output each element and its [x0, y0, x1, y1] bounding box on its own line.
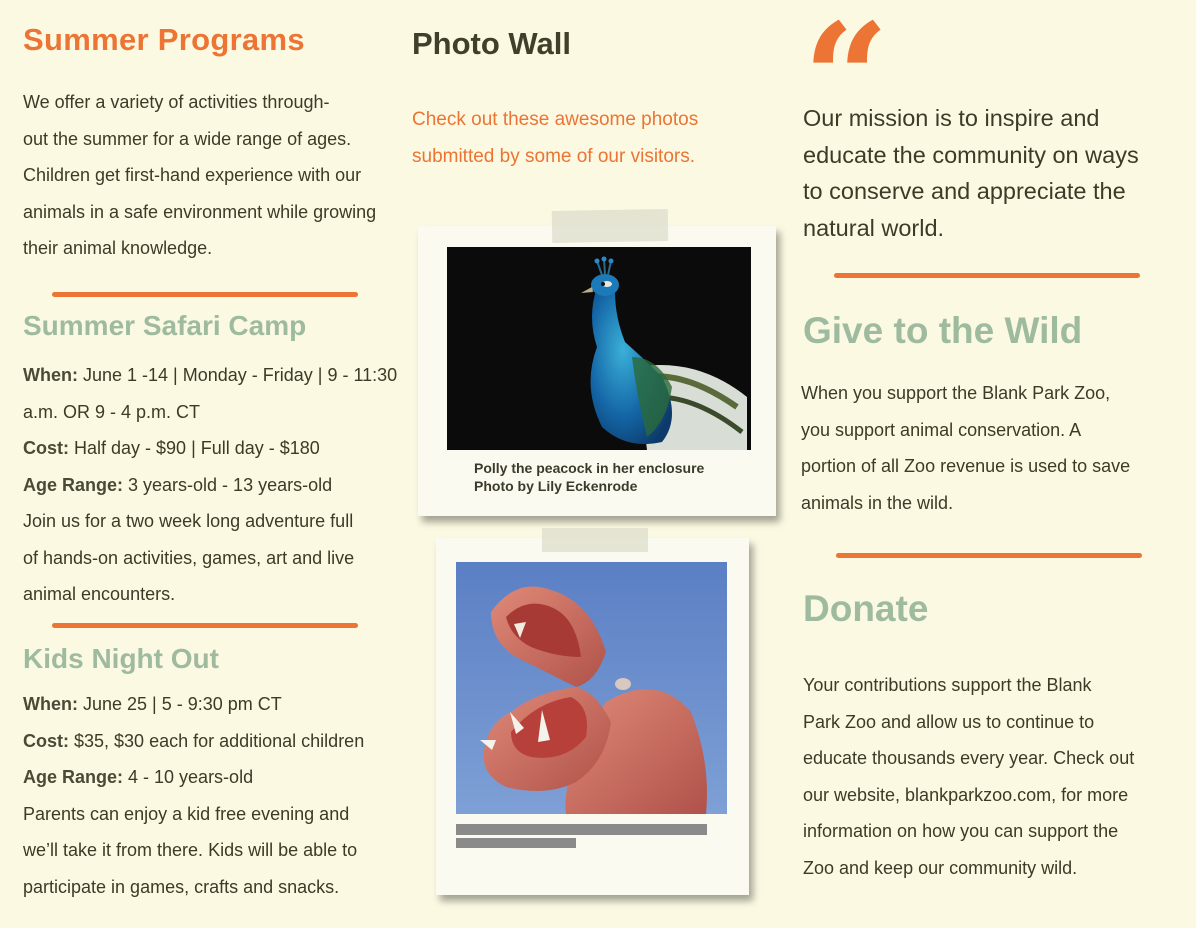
night-desc-line: we’ll take it from there. Kids will be able to	[23, 840, 358, 860]
donate-line: Park Zoo and allow us to continue to	[803, 711, 1095, 732]
age-value: 3 years-old - 13 years-old	[123, 474, 333, 495]
cost-value: Half day - $90 | Full day - $180	[69, 438, 320, 458]
night-desc-line: participate in games, crafts and snacks.	[23, 876, 340, 897]
when-value: June 1 -14 | Monday - Friday | 9 - 11:30	[77, 365, 398, 385]
cost-label: Cost:	[23, 438, 69, 458]
camp-desc-line: of hands-on activities, games, art and live	[23, 547, 355, 568]
donate-line: educate thousands every year. Check out	[803, 748, 1135, 768]
caption-line: Polly the peacock in her enclosure	[474, 460, 705, 476]
summer-intro-line: We offer a variety of activities through-	[23, 92, 330, 112]
hippo-photo	[456, 562, 727, 814]
safari-camp-heading: Summer Safari Camp	[23, 310, 307, 341]
photo-wall-intro	[412, 102, 698, 175]
cost-label: Cost:	[23, 730, 69, 751]
photo-wall-heading: Photo Wall	[412, 26, 571, 61]
age-value: 4 - 10 years-old	[123, 767, 254, 787]
summer-intro-line: their animal knowledge.	[23, 238, 213, 258]
when-label: When:	[23, 694, 78, 714]
divider	[834, 273, 1140, 278]
summer-intro-line: out the summer for a wide range of ages.	[23, 128, 352, 149]
camp-desc-line: animal encounters.	[23, 584, 176, 604]
summer-intro	[23, 84, 403, 267]
peacock-caption	[474, 459, 704, 495]
summer-programs-heading: Summer Programs	[23, 22, 305, 57]
quote-mark: “	[803, 0, 890, 167]
photo-wall-intro-line: Check out these awesome photos	[412, 109, 699, 130]
night-cost	[23, 723, 403, 760]
peacock-photo	[447, 247, 751, 450]
caption-placeholder-bar	[456, 838, 576, 848]
camp-age	[23, 467, 403, 504]
donate-line: Zoo and keep our community wild.	[803, 857, 1078, 878]
summer-intro-line: Children get first-hand experience with our	[23, 165, 362, 185]
donate-line: Your contributions support the Blank	[803, 675, 1092, 695]
summer-intro-line: animals in a safe environment while growing	[23, 201, 377, 222]
give-line: When you support the Blank Park Zoo,	[801, 383, 1111, 403]
give-line: you support animal conservation. A	[801, 419, 1082, 440]
divider	[52, 623, 358, 628]
mission-line: natural world.	[803, 214, 945, 241]
night-age	[23, 759, 403, 796]
mission-line: Our mission is to inspire and	[803, 105, 1100, 131]
photo-card-hippo	[436, 538, 749, 895]
when-value: June 25 | 5 - 9:30 pm CT	[77, 694, 282, 714]
donate-line: our website, blankparkzoo.com, for more	[803, 784, 1129, 805]
mission-line: educate the community on ways	[803, 141, 1139, 168]
donate-text	[803, 667, 1193, 886]
mission-statement	[803, 100, 1188, 246]
kids-night-heading: Kids Night Out	[23, 643, 219, 674]
divider	[836, 553, 1142, 558]
kids-night-details	[23, 686, 403, 905]
night-when	[23, 686, 403, 723]
give-line: portion of all Zoo revenue is used to save	[801, 456, 1131, 476]
age-label: Age Range:	[23, 767, 124, 787]
camp-when-cont: a.m. OR 9 - 4 p.m. CT	[23, 401, 201, 422]
caption-placeholder-bar	[456, 824, 707, 835]
camp-desc-line: Join us for a two week long adventure full	[23, 511, 354, 531]
safari-camp-details	[23, 357, 403, 613]
mission-line: to conserve and appreciate the	[803, 178, 1126, 204]
photo-wall-intro-line: submitted by some of our visitors.	[412, 145, 695, 167]
cost-value: $35, $30 each for additional children	[69, 730, 365, 751]
camp-cost	[23, 430, 403, 467]
caption-line: Photo by Lily Eckenrode	[474, 478, 638, 494]
give-heading: Give to the Wild	[803, 310, 1083, 351]
tape-strip	[542, 528, 648, 552]
camp-when	[23, 357, 403, 394]
tape-strip	[552, 209, 669, 243]
photo-card-peacock	[418, 226, 776, 516]
give-text	[801, 375, 1191, 521]
divider	[52, 292, 358, 297]
donate-heading: Donate	[803, 588, 929, 629]
when-label: When:	[23, 365, 78, 385]
age-label: Age Range:	[23, 474, 124, 495]
donate-line: information on how you can support the	[803, 821, 1119, 841]
give-line: animals in the wild.	[801, 492, 954, 513]
night-desc-line: Parents can enjoy a kid free evening and	[23, 803, 350, 824]
